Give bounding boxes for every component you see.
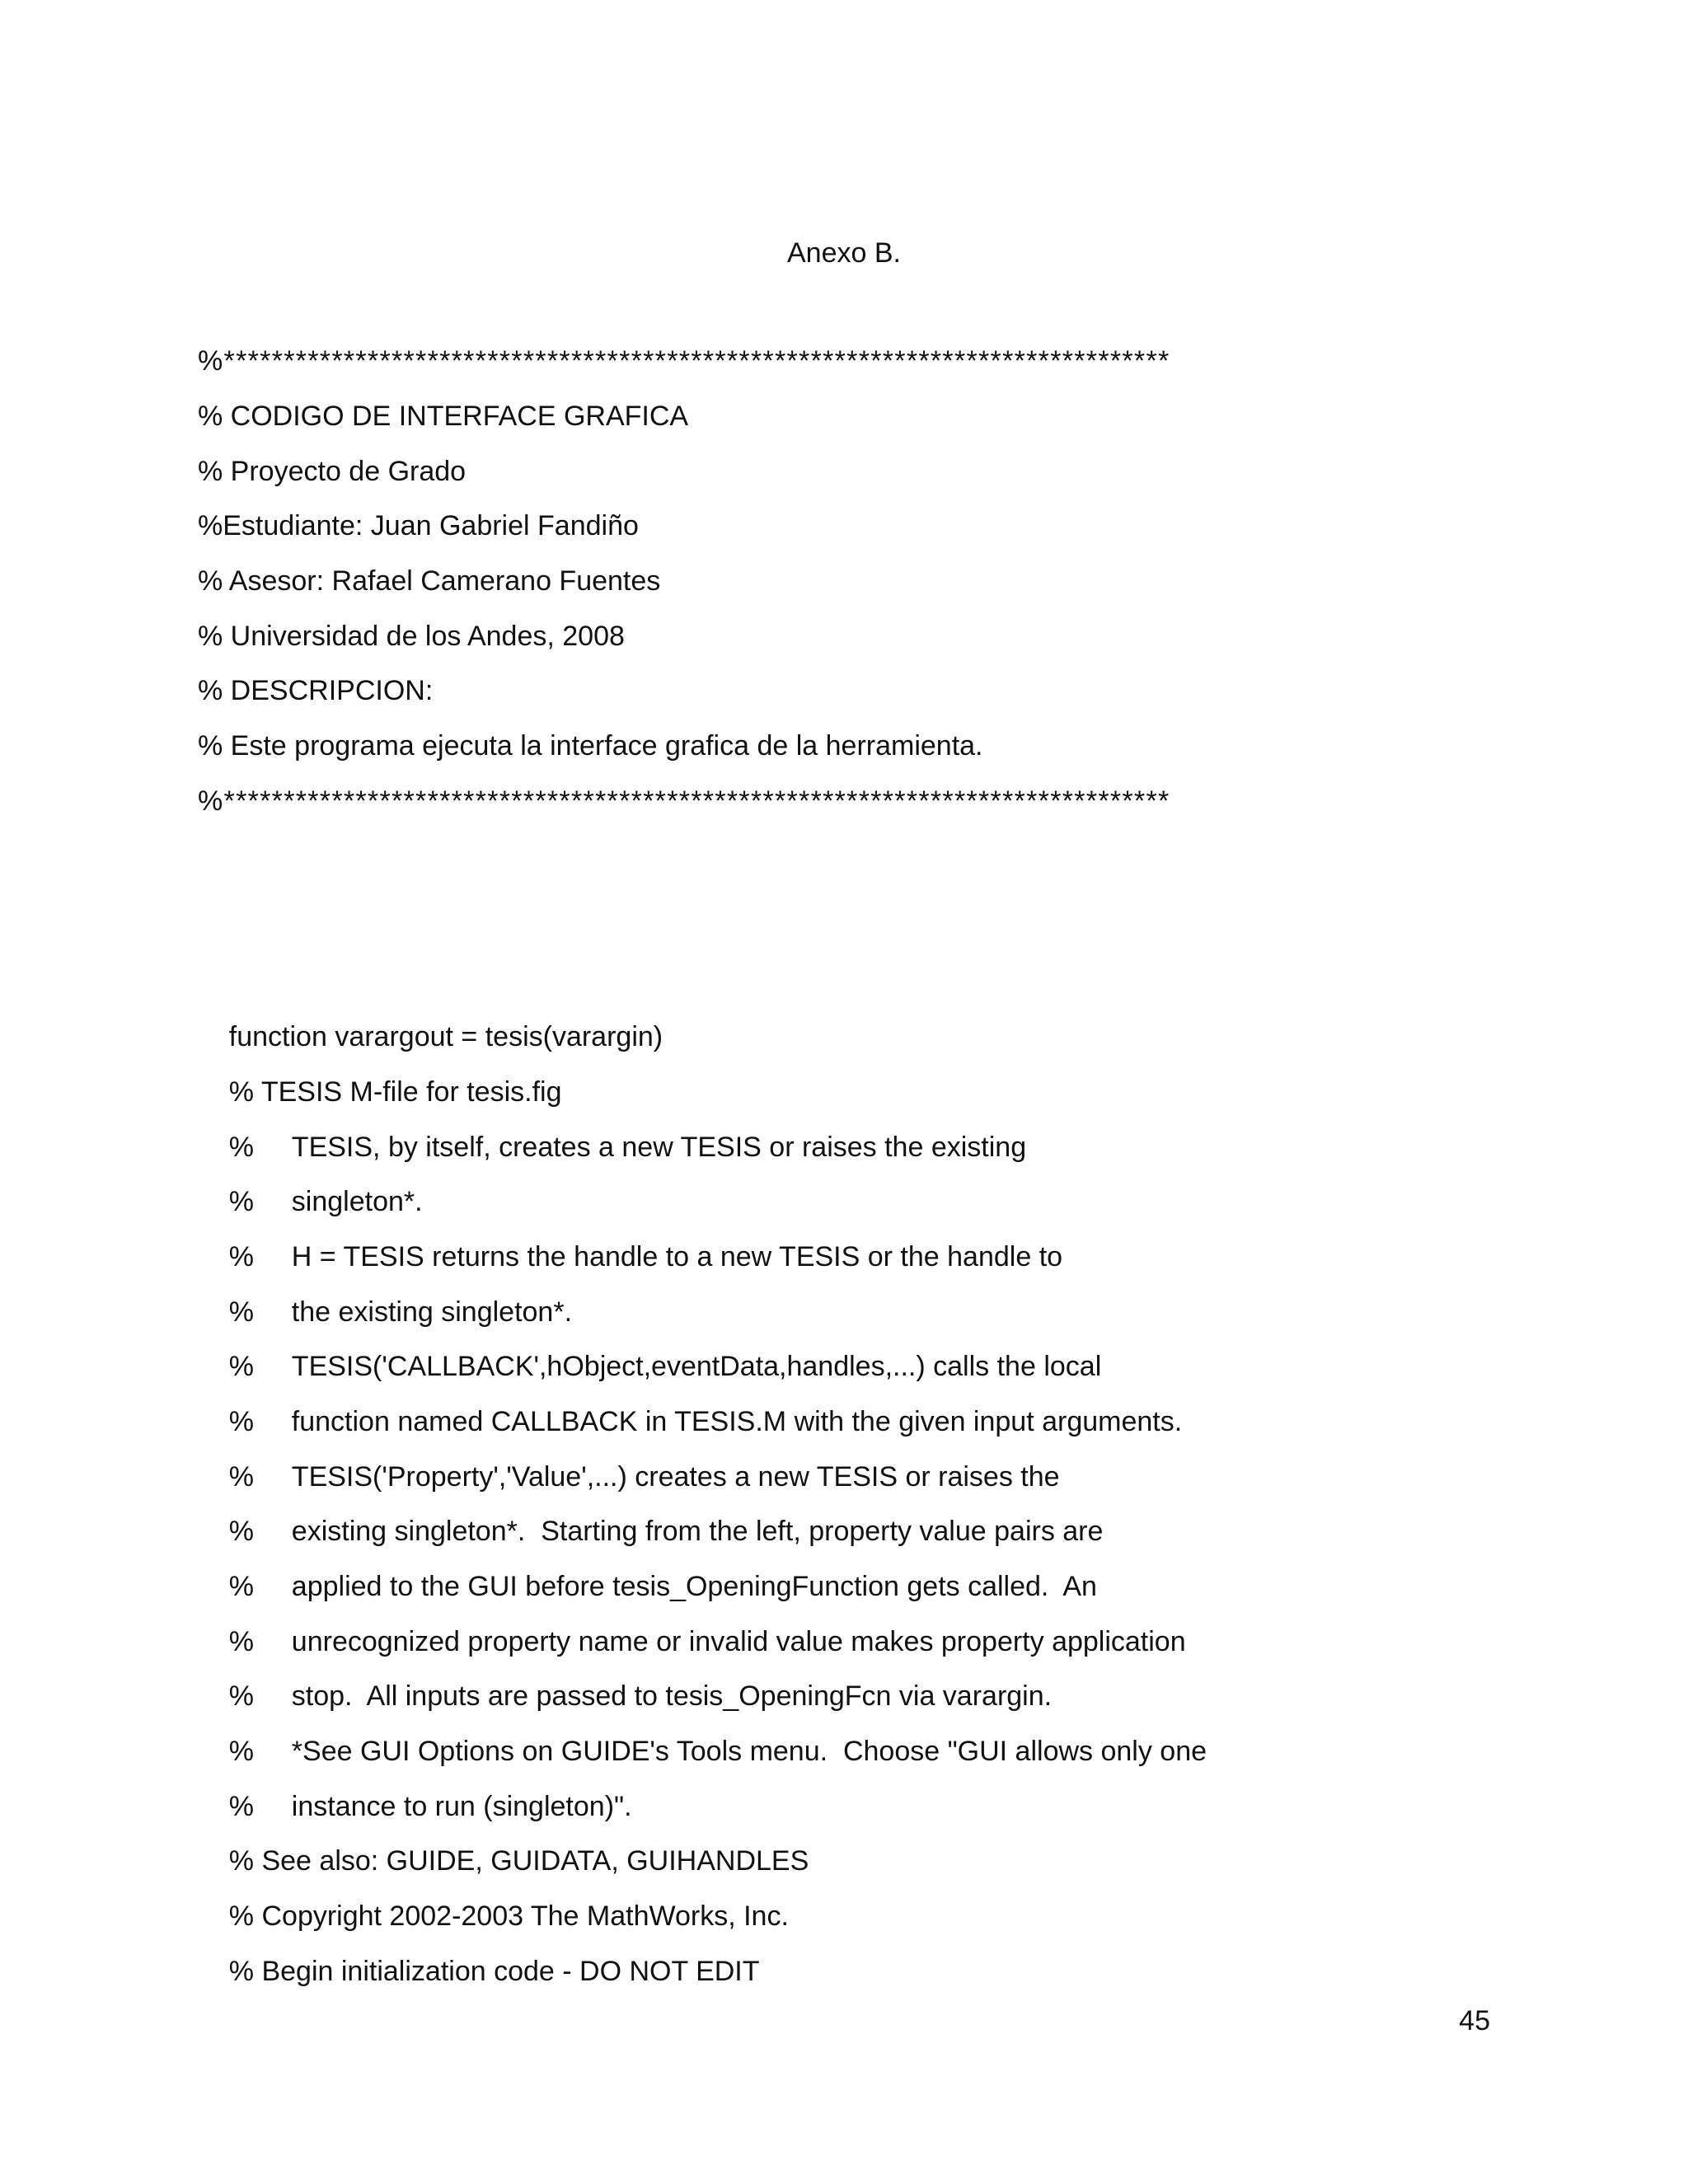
comment-prefix: % bbox=[228, 1296, 255, 1328]
code-text: % TESIS M-file for tesis.fig bbox=[228, 1076, 562, 1108]
header-line-description: % Este programa ejecuta la interface grafica de la herramienta. bbox=[198, 730, 983, 762]
header-line-project: % Proyecto de Grado bbox=[198, 456, 467, 487]
code-text: stop. All inputs are passed to tesis_OpeningFcn via varargin. bbox=[291, 1680, 1053, 1712]
code-text: applied to the GUI before tesis_OpeningFunction gets called. An bbox=[291, 1571, 1097, 1602]
code-text: function named CALLBACK in TESIS.M with the given input arguments. bbox=[291, 1406, 1183, 1437]
comment-prefix: % bbox=[228, 1791, 255, 1822]
comment-prefix: % bbox=[228, 1406, 255, 1437]
comment-prefix: % bbox=[228, 1680, 255, 1712]
page-number: 45 bbox=[1459, 2005, 1490, 2036]
comment-prefix: % bbox=[228, 1132, 255, 1163]
comment-prefix: % bbox=[228, 1626, 255, 1657]
code-text: *See GUI Options on GUIDE's Tools menu. Choose "GUI allows only one bbox=[291, 1736, 1207, 1767]
code-text: unrecognized property name or invalid value makes property application bbox=[291, 1626, 1186, 1657]
code-text: TESIS, by itself, creates a new TESIS or raises the existing bbox=[291, 1132, 1027, 1163]
header-line-advisor: % Asesor: Rafael Camerano Fuentes bbox=[198, 565, 661, 597]
code-text: existing singleton*. Starting from the left, property value pairs are bbox=[291, 1516, 1104, 1547]
comment-prefix: % bbox=[228, 1186, 255, 1217]
header-line-student: %Estudiante: Juan Gabriel Fandiño bbox=[198, 510, 639, 541]
comment-prefix: % bbox=[228, 1241, 255, 1272]
comment-prefix: % bbox=[228, 1461, 255, 1493]
comment-prefix: % bbox=[228, 1351, 255, 1382]
code-line bbox=[198, 1922, 760, 2021]
code-text: % Copyright 2002-2003 The MathWorks, Inc. bbox=[228, 1900, 789, 1932]
header-border-bottom: %******************************************************************************* bbox=[198, 785, 1170, 817]
code-text: singleton*. bbox=[291, 1186, 423, 1217]
code-text: TESIS('CALLBACK',hObject,eventData,handles,...) calls the local bbox=[291, 1351, 1102, 1382]
header-line-university: % Universidad de los Andes, 2008 bbox=[198, 621, 625, 652]
code-text: % See also: GUIDE, GUIDATA, GUIHANDLES bbox=[228, 1845, 809, 1877]
code-text: % Begin initialization code - DO NOT EDIT bbox=[228, 1956, 760, 1987]
header-line-description-label: % DESCRIPCION: bbox=[198, 675, 434, 706]
header-border-top: %******************************************************************************* bbox=[198, 345, 1170, 377]
comment-prefix: % bbox=[228, 1516, 255, 1547]
code-text: TESIS('Property','Value',...) creates a new TESIS or raises the bbox=[291, 1461, 1060, 1493]
page-title: Anexo B. bbox=[787, 237, 901, 269]
code-text: instance to run (singleton)". bbox=[291, 1791, 632, 1822]
code-text: the existing singleton*. bbox=[291, 1296, 573, 1328]
comment-prefix: % bbox=[228, 1571, 255, 1602]
header-line-title: % CODIGO DE INTERFACE GRAFICA bbox=[198, 401, 689, 432]
code-text: function varargout = tesis(varargin) bbox=[228, 1021, 663, 1052]
comment-prefix: % bbox=[228, 1736, 255, 1767]
code-text: H = TESIS returns the handle to a new TESIS or the handle to bbox=[291, 1241, 1063, 1272]
